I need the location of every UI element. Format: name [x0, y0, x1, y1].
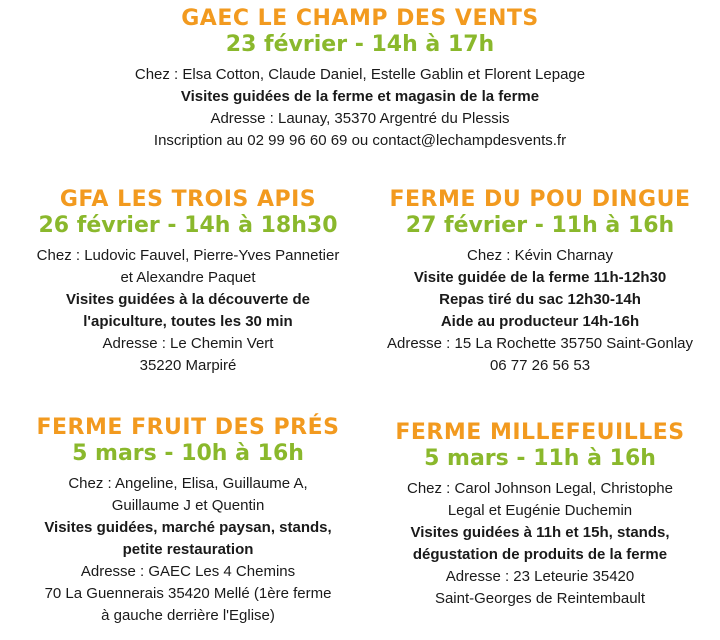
event-activity-line: Visites guidées de la ferme et magasin de la ferme	[180, 88, 540, 105]
event-info-line: 35220 Marpiré	[139, 357, 237, 374]
event-info-line: Legal et Eugénie Duchemin	[447, 502, 633, 519]
event-activity-line: petite restauration	[122, 541, 254, 558]
event-ferme-du-pou-dingue	[370, 187, 710, 377]
event-activity-line: Visites guidées, marché paysan, stands,	[44, 519, 332, 536]
event-ferme-millefeuilles	[370, 420, 710, 610]
event-info-line: Chez : Kévin Charnay	[467, 247, 613, 264]
event-gaec-le-champ-des-vents	[0, 6, 720, 152]
event-info-line: Adresse : 23 Leteurie 35420	[445, 568, 635, 585]
event-info-line: 06 77 26 56 53	[489, 357, 591, 374]
event-date: 5 mars - 11h à 16h	[424, 446, 656, 471]
event-info-line: Adresse : GAEC Les 4 Chemins	[80, 563, 296, 580]
event-gfa-les-trois-apis	[18, 187, 358, 377]
event-info-line: Adresse : 15 La Rochette 35750 Saint-Gonlay	[386, 335, 694, 352]
event-activity-line: Repas tiré du sac 12h30-14h	[439, 291, 641, 308]
event-activity-line: Aide au producteur 14h-16h	[440, 313, 640, 330]
event-info-line: 70 La Guennerais 35420 Mellé (1ère ferme	[44, 585, 332, 602]
event-info-line: Adresse : Le Chemin Vert	[102, 335, 274, 352]
event-info-line: Inscription au 02 99 96 60 69 ou contact@lechampdesvents.fr	[153, 132, 567, 149]
event-info-line: Guillaume J et Quentin	[111, 497, 265, 514]
event-ferme-fruit-des-pres	[18, 415, 358, 627]
event-activity-line: l'apiculture, toutes les 30 min	[83, 313, 293, 330]
event-activity-line: Visite guidée de la ferme 11h-12h30	[413, 269, 667, 286]
event-info-line: Chez : Ludovic Fauvel, Pierre-Yves Pannetier	[36, 247, 340, 264]
event-date: 27 février - 11h à 16h	[405, 213, 675, 238]
event-info-line: à gauche derrière l'Eglise)	[101, 607, 275, 624]
event-activity-line: Visites guidées à 11h et 15h, stands,	[410, 524, 670, 541]
event-info-line: Saint-Georges de Reintembault	[434, 590, 646, 607]
event-info-line: Chez : Carol Johnson Legal, Christophe	[407, 480, 673, 497]
event-date: 23 février - 14h à 17h	[225, 32, 495, 57]
event-title: GAEC LE CHAMP DES VENTS	[181, 6, 539, 31]
event-info-line: et Alexandre Paquet	[120, 269, 256, 286]
event-date: 5 mars - 10h à 16h	[72, 441, 304, 466]
event-info-line: Adresse : Launay, 35370 Argentré du Plessis	[210, 110, 510, 127]
event-title: FERME MILLEFEUILLES	[395, 420, 685, 445]
event-activity-line: Visites guidées à la découverte de	[66, 291, 310, 308]
event-activity-line: dégustation de produits de la ferme	[412, 546, 668, 563]
event-date: 26 février - 14h à 18h30	[38, 213, 338, 238]
event-title: FERME FRUIT DES PRÉS	[36, 415, 340, 440]
event-info-line: Chez : Elsa Cotton, Claude Daniel, Estelle Gablin et Florent Lepage	[134, 66, 586, 83]
event-title: FERME DU POU DINGUE	[389, 187, 691, 212]
event-info-line: Chez : Angeline, Elisa, Guillaume A,	[68, 475, 308, 492]
event-title: GFA LES TROIS APIS	[59, 187, 317, 212]
